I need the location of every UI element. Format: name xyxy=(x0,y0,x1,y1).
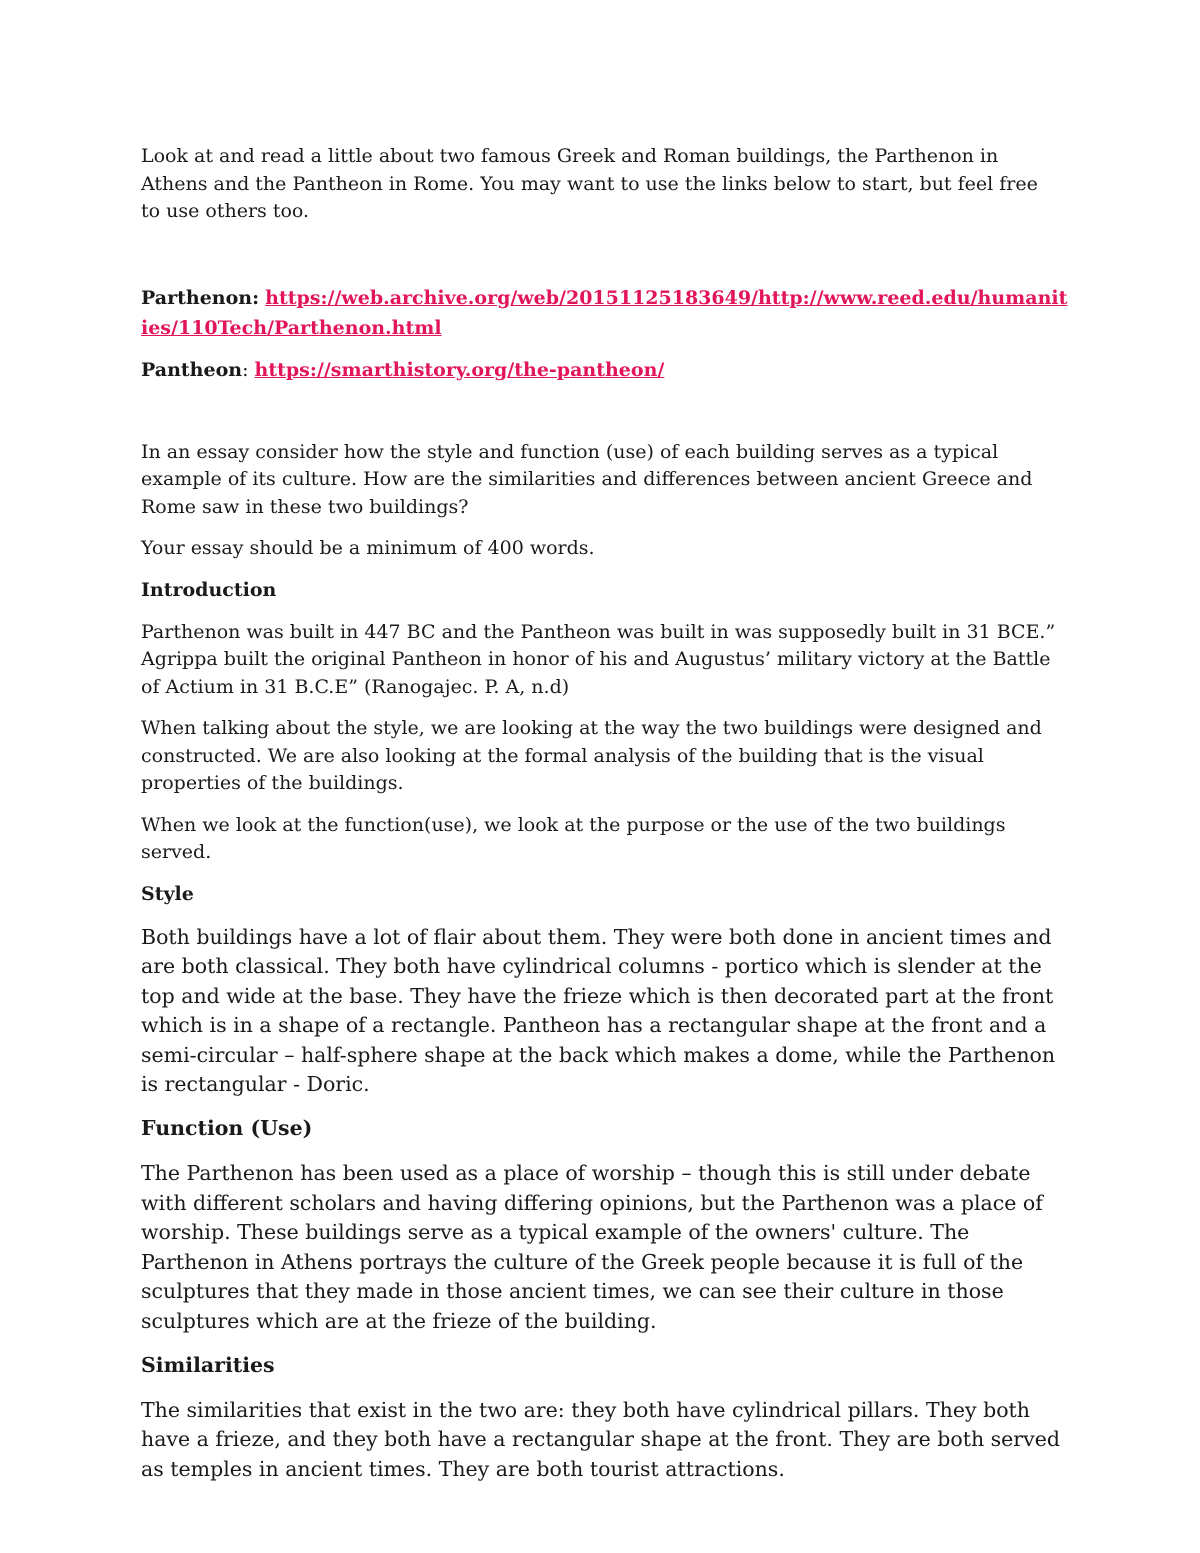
introduction-paragraph-2: When talking about the style, we are looking at the way the two buildings were designed and constructed. We are also looking at the formal analysis of the building that is the visual properties of the buildings. xyxy=(141,717,1042,794)
introduction-paragraph-1: Parthenon was built in 447 BC and the Pantheon was built in was supposedly built in 31 BCE.” Agrippa built the original Pantheon in honor of his and Augustus’ military victory at the Battle of Actium in 31 B.C.E” (Ranogajec. P. A, n.d) xyxy=(141,620,1056,698)
function-paragraph: The Parthenon has been used as a place of worship – though this is still under debate with different scholars and having differing opinions, but the Parthenon was a place of worship. These buildings serve as a typical example of the owners' culture. The Parthenon in Athens portrays the culture of the Greek people because it is full of the sculptures that they made in those ancient times, we can see their culture in those sculptures which are at the frieze of the building. xyxy=(141,1161,1043,1334)
pantheon-link-line xyxy=(141,355,1071,385)
parthenon-label: Parthenon: xyxy=(141,286,260,309)
pantheon-link[interactable]: https://smarthistory.org/the-pantheon/ xyxy=(254,358,665,381)
parthenon-link[interactable]: https://web.archive.org/web/20151125183649/http://www.reed.edu/humanities/110Tech/Parthenon.html xyxy=(141,286,1068,339)
similarities-heading: Similarities xyxy=(141,1352,275,1377)
function-heading: Function (Use) xyxy=(141,1116,313,1141)
style-heading: Style xyxy=(141,882,194,905)
pantheon-label: Pantheon xyxy=(141,358,243,381)
word-requirement: Your essay should be a minimum of 400 words. xyxy=(141,537,595,559)
prompt-paragraph: In an essay consider how the style and function (use) of each building serves as a typical example of its culture. How are the similarities and differences between ancient Greece and Rome saw in these two buildings? xyxy=(141,440,1033,518)
similarities-paragraph: The similarities that exist in the two are: they both have cylindrical pillars. They both have a frieze, and they both have a rectangular shape at the front. They are both served as temples in ancient times. They are both tourist attractions. xyxy=(141,1397,1060,1481)
document-page xyxy=(141,143,1071,1484)
parthenon-link-line xyxy=(141,283,1071,343)
introduction-paragraph-3: When we look at the function(use), we look at the purpose or the use of the two buildings served. xyxy=(141,813,1006,863)
introduction-heading: Introduction xyxy=(141,578,277,601)
intro-paragraph: Look at and read a little about two famous Greek and Roman buildings, the Parthenon in Athens and the Pantheon in Rome. You may want to use the links below to start, but feel free to use others too. xyxy=(141,145,1038,222)
style-paragraph: Both buildings have a lot of flair about them. They were both done in ancient times and are both classical. They both have cylindrical columns - portico which is slender at the top and wide at the base. They have the frieze which is then decorated part at the front which is in a shape of a rectangle. Pantheon has a rectangular shape at the front and a semi-circular – half-sphere shape at the back which makes a dome, while the Parthenon is rectangular - Doric. xyxy=(141,924,1056,1097)
pantheon-separator: : xyxy=(242,358,249,381)
